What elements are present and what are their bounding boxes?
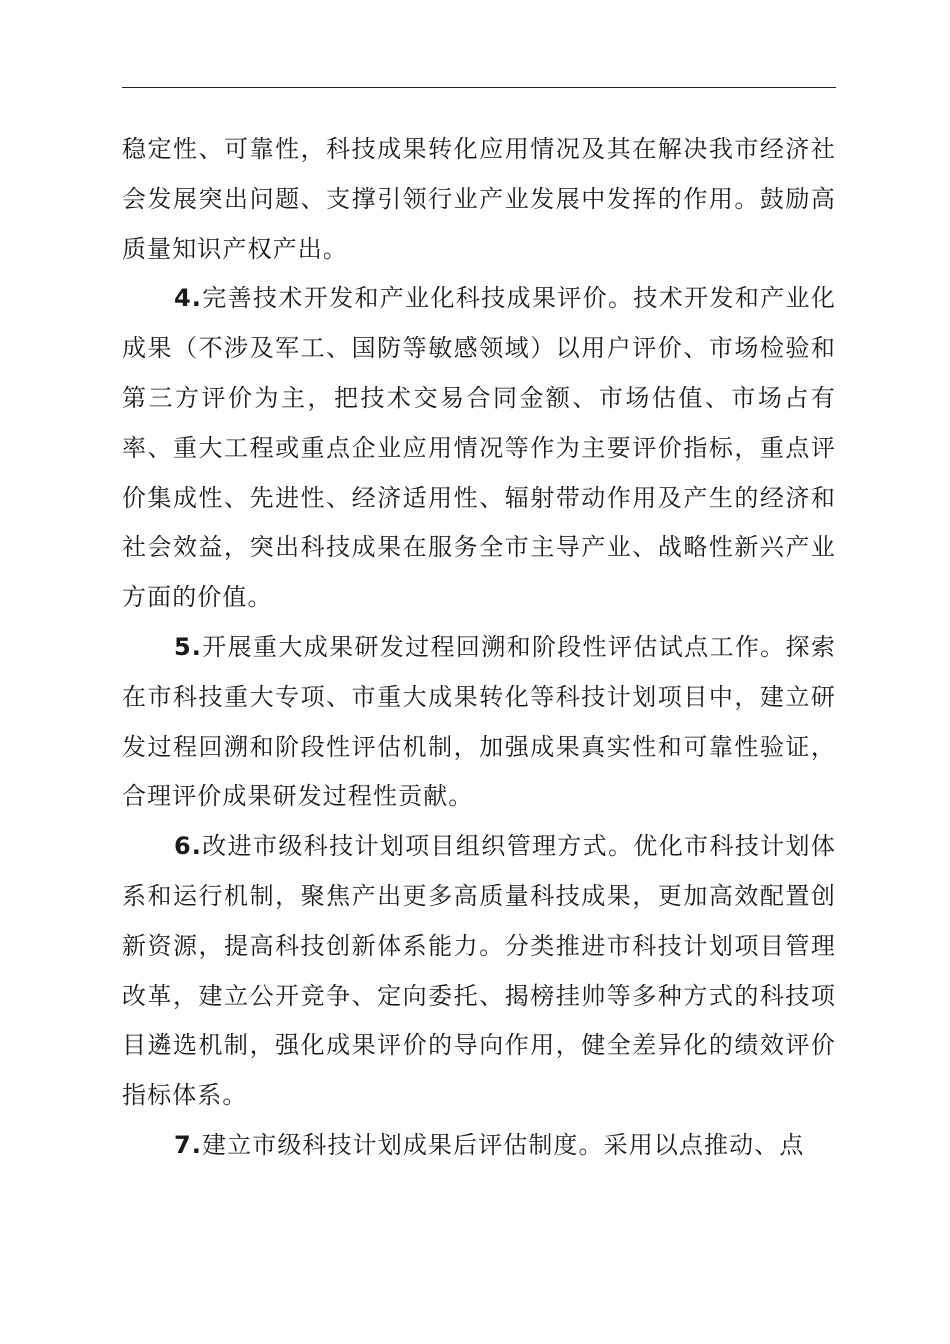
paragraph-item-6	[122, 822, 836, 1121]
item-number: 6.	[174, 832, 203, 861]
paragraph-text: 完善技术开发和产业化科技成果评价。技术开发和产业化成果（不涉及军工、国防等敏感领域）以用户评价、市场检验和第三方评价为主，把技术交易合同金额、市场估值、市场占有率、重大工程或重点企业应用情况等作为主要评价指标，重点评价集成性、先进性、经济适用性、辐射带动作用及产生的经济和社会效益，突出科技成果在服务全市主导产业、战略性新兴产业方面的价值。	[122, 284, 836, 612]
paragraph-continued	[122, 125, 836, 274]
item-number: 7.	[174, 1130, 203, 1159]
document-body	[122, 125, 836, 1171]
item-number: 5.	[174, 632, 203, 661]
paragraph-text: 开展重大成果研发过程回溯和阶段性评估试点工作。探索在市科技重大专项、市重大成果转化等科技计划项目中，建立研发过程回溯和阶段性评估机制，加强成果真实性和可靠性验证，合理评价成果研发过程性贡献。	[122, 632, 836, 811]
paragraph-text: 建立市级科技计划成果后评估制度。采用以点推动、点	[202, 1130, 805, 1159]
paragraph-text: 稳定性、可靠性，科技成果转化应用情况及其在解决我市经济社会发展突出问题、支撑引领行业产业发展中发挥的作用。鼓励高质量知识产权产出。	[122, 135, 836, 263]
paragraph-item-5	[122, 623, 836, 822]
item-number: 4.	[174, 284, 203, 313]
paragraph-item-4	[122, 274, 836, 623]
paragraph-item-7	[122, 1121, 836, 1171]
header-rule	[122, 87, 836, 88]
paragraph-text: 改进市级科技计划项目组织管理方式。优化市科技计划体系和运行机制，聚焦产出更多高质量科技成果，更加高效配置创新资源，提高科技创新体系能力。分类推进市科技计划项目管理改革，建立公开竞争、定向委托、揭榜挂帅等多种方式的科技项目遴选机制，强化成果评价的导向作用，健全差异化的绩效评价指标体系。	[122, 832, 836, 1110]
